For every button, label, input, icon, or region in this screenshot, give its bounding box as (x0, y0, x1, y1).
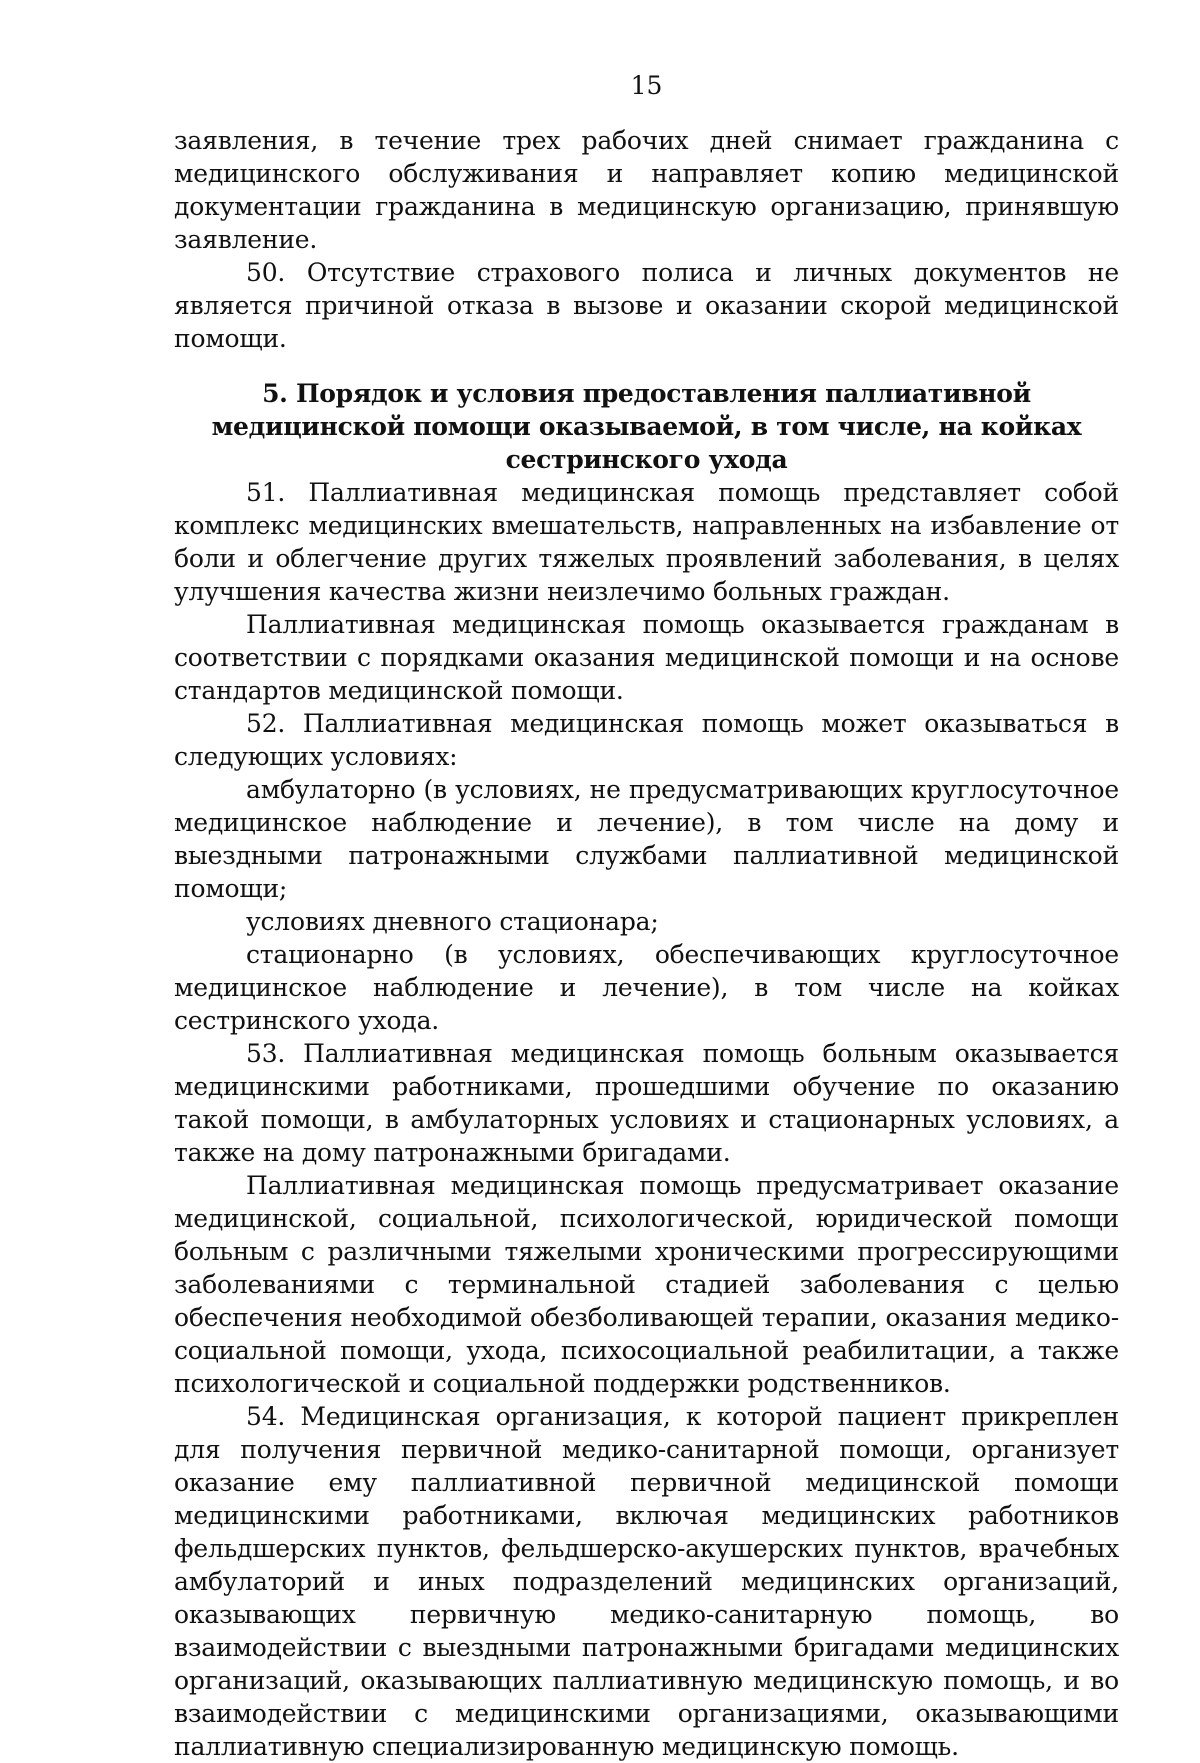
section-heading: 5. Порядок и условия предоставления паллиативной медицинской помощи оказываемой, в том числе, на койках сестринского ухода (211, 379, 1082, 474)
paragraph-51: 51. Паллиативная медицинская помощь представляет собой комплекс медицинских вмешательств, направленных на избавление от боли и облегчение других тяжелых проявлений заболевания, в целях улучшения качества жизни неизлечимо больных граждан. (174, 478, 1119, 606)
paragraph-52-inpatient: стационарно (в условиях, обеспечивающих круглосуточное медицинское наблюдение и лечение), в том числе на койках сестринского ухода. (174, 940, 1119, 1035)
page-number: 15 (630, 71, 663, 100)
paragraph-52-day-hospital: условиях дневного стационара; (246, 907, 659, 936)
document-page (174, 60, 1119, 1763)
paragraph-51-continued: Паллиативная медицинская помощь оказывается гражданам в соответствии с порядками оказания медицинской помощи и на основе стандартов медицинской помощи. (174, 610, 1119, 705)
paragraph-52: 52. Паллиативная медицинская помощь может оказываться в следующих условиях: (174, 709, 1119, 771)
paragraph-53-continued: Паллиативная медицинская помощь предусматривает оказание медицинской, социальной, психологической, юридической помощи больным с различными тяжелыми хроническими прогрессирующими заболеваниями с терминальной стадией заболевания с целью обеспечения необходимой обезболивающей терапии, оказания медико-социальной помощи, ухода, психосоциальной реабилитации, а также психологической и социальной поддержки родственников. (174, 1171, 1119, 1398)
paragraph-continued: заявления, в течение трех рабочих дней снимает гражданина с медицинского обслуживания и направляет копию медицинской документации гражданина в медицинскую организацию, принявшую заявление. (174, 126, 1119, 254)
paragraph-54: 54. Медицинская организация, к которой пациент прикреплен для получения первичной медико-санитарной помощи, организует оказание ему паллиативной первичной медицинской помощи медицинскими работниками, включая медицинских работников фельдшерских пунктов, фельдшерско-акушерских пунктов, врачебных амбулаторий и иных подразделений медицинских организаций, оказывающих первичную медико-санитарную помощь, во взаимодействии с выездными патронажными бригадами медицинских организаций, оказывающих паллиативную медицинскую помощь, и во взаимодействии с медицинскими организациями, оказывающими паллиативную специализированную медицинскую помощь. (174, 1402, 1119, 1761)
paragraph-50: 50. Отсутствие страхового полиса и личных документов не является причиной отказа в вызове и оказании скорой медицинской помощи. (174, 258, 1119, 353)
paragraph-52-ambulatory: амбулаторно (в условиях, не предусматривающих круглосуточное медицинское наблюдение и лечение), в том числе на дому и выездными патронажными службами паллиативной медицинской помощи; (174, 775, 1119, 903)
paragraph-53: 53. Паллиативная медицинская помощь больным оказывается медицинскими работниками, прошедшими обучение по оказанию такой помощи, в амбулаторных условиях и стационарных условиях, а также на дому патронажными бригадами. (174, 1039, 1119, 1167)
